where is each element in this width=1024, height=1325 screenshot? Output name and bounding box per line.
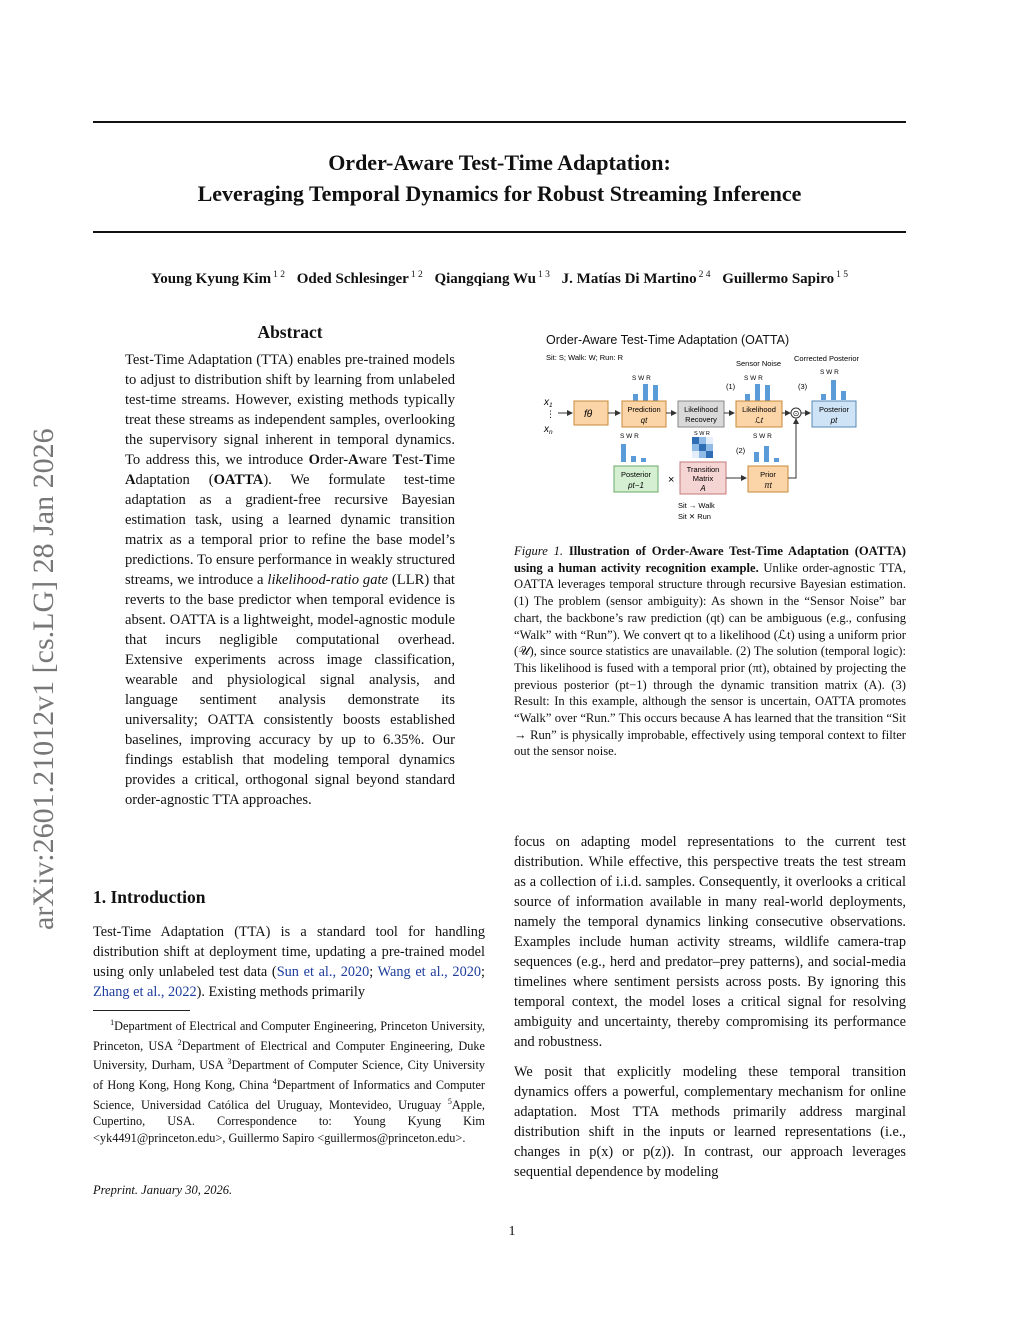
figure-title: Order-Aware Test-Time Adaptation (OATTA) [546,333,790,347]
likelihood-recovery-label-2: Recovery [685,415,717,424]
bar-walk [764,446,769,462]
class-legend: Sit: S; Walk: W; Run: R [546,353,624,362]
odot-symbol: ⊙ [792,409,800,418]
prev-posterior-symbol: pt−1 [628,481,644,490]
svg-text:S W R: S W R [694,431,710,437]
author: Young Kyung Kim $^{1 2}$ [151,270,285,287]
figure-1-caption: Figure 1. Illustration of Order-Aware Test-Time Adaptation (OATTA) using a human activity recognition example. Unlike order-agnostic TTA, OATTA leverages temporal structure through recursive Bayesian estimation. (1) The problem (sensor ambiguity): As shown in the “Sensor Noise” bar chart, the backbone’s raw prediction (qt) can be ambiguous (e.g., confusing “Walk” with “Run”). We convert qt to a likelihood (ℒt) using a uniform prior (𝒰), since source statistics are unavailable. (2) The solution (temporal logic): This likelihood is fused with a temporal prior (πt), obtained by projecting the previous posterior (pt−1) through the dynamic transition matrix (A). (3) Result: In this example, although the sensor is uncertain, OATTA promotes “Walk” over “Run.” This occurs because A has learned that the transition “Sit → Run” is physically improbable, effectively using temporal context to filter out the sensor noise. [514,544,906,759]
citation-link[interactable]: Zhang et al., 2022 [93,984,197,1000]
bar-walk [643,384,648,402]
svg-text:S W R: S W R [632,375,651,382]
prediction-label: Prediction [627,405,661,414]
oatta-diagram-svg [534,328,904,528]
author: Oded Schlesinger $^{1 2}$ [296,270,423,287]
intro-right-column [514,832,906,1192]
paragraph: focus on adapting model representations to the current test distribution. While effective, this perspective treats the test stream as a collection of i.i.d. samples. Consequently, it overlooks a critical source of information available in many real-world deployments, namely the temporal dynamics linking consecutive observations. Examples include human activity streams, wildlife camera-trap sequences (e.g., herd and predator–prey patterns), and social-media timelines where sentiment persists across posts. By ignoring this temporal context, the model loses a critical signal for resolving ambiguity and uncertainty, thereby compromising its performance and robustness. [514,834,906,1050]
author: Guillermo Sapiro $^{1 5}$ [722,270,848,287]
title-line-1: Order-Aware Test-Time Adaptation: [328,150,671,175]
likelihood-label: Likelihood [742,405,776,414]
intro-paragraph: Test-Time Adaptation (TTA) is a standard tool for handling distribution shift at deployment time, updating a pre-trained model using only unlabeled test data (Sun et al., 2020; Wang et al., 2020; Zhang et al., 2022). Existing methods primarily [93,924,485,1000]
likelihood-bar-chart [744,375,770,402]
title-top-rule [93,121,906,123]
figure-1-oatta-diagram [534,328,904,528]
title-line-2: Leveraging Temporal Dynamics for Robust Streaming Inference [197,181,802,206]
author: Qiangqiang Wu $^{1 3}$ [434,270,550,287]
corrected-posterior-label: Corrected Posterior [794,354,860,363]
likelihood-recovery-label-1: Likelihood [684,405,718,414]
step-1-label: (1) [726,382,736,391]
bar-sit [821,394,826,400]
bar-run [841,391,846,400]
multiply-symbol: × [668,474,675,486]
input-xn: $x_n$ [544,424,553,436]
prediction-bar-chart [632,375,658,402]
bar-run [641,458,646,462]
svg-text:S W R: S W R [620,433,639,440]
bar-sit [621,444,626,462]
input-ellipsis: ⋮ [546,409,555,419]
bar-run [774,458,779,462]
affiliation-footnote: $^1$Department of Electrical and Computer Engineering, Princeton University, Princeton, USA $^2$Department of Electrical and Computer Engineering, Duke University, Durham, USA $^3$Department of Computer Science, City University of Hong Kong, Hong Kong, China $^4$Department of Informatics and Computer Science, Universidad Católica del Uruguay, Montevideo, Uruguay $^5$Apple, Cupertino, USA. Correspondence to: Young Kyung Kim <yk4491@princeton.edu>, Guillermo Sapiro <guillermos@princeton.edu>. [93,1018,486,1146]
posterior-symbol: pt [830,416,838,425]
prev-posterior-bar-chart [620,433,646,462]
step-3-label: (3) [798,382,808,391]
paper-title [93,147,906,209]
step-2-label: (2) [736,446,746,455]
bar-walk [755,384,760,402]
prev-posterior-label: Posterior [620,470,652,479]
transition-symbol: A [700,484,706,493]
prior-symbol: πt [764,481,772,490]
prediction-symbol: qt [640,416,648,425]
citation-link[interactable]: Wang et al., 2020 [377,964,482,980]
input-x1: $x_1$ [544,397,553,409]
transition-label-1: Transition [686,465,720,474]
transition-matrix-heatmap [692,431,713,458]
transition-label-2: Matrix [692,474,714,483]
likelihood-symbol: ℒt [755,416,763,425]
arxiv-sidebar-id: arXiv:2601.21012v1 [cs.LG] 28 Jan 2026 [27,428,60,930]
posterior-label: Posterior [818,405,850,414]
bar-run [653,385,658,402]
page-number: 1 [508,1224,516,1239]
encoder-label: fθ [584,409,593,420]
svg-text:S W R: S W R [744,375,763,382]
preprint-note: Preprint. January 30, 2026. [93,1183,233,1197]
bar-walk [831,380,836,400]
author-list [93,265,906,289]
citation-link[interactable]: Sun et al., 2020 [276,964,370,980]
abstract-heading: Abstract [257,322,323,342]
section-heading-introduction: 1. Introduction [93,887,206,907]
prior-bar-chart [753,433,779,462]
abstract-body: Test-Time Adaptation (TTA) enables pre-trained models to adjust to distribution shift by learning from unlabeled test-time streams. However, existing methods typically treat these streams as independent samples, overlooking the supervisory signal inherent in temporal dynamics. To address this, we introduce Order-Aware Test-Time Adaptation (OATTA). We formulate test-time adaptation as a gradient-free recursive Bayesian estimation task, using a learned dynamic transition matrix as a temporal prior to refine the base model’s predictions. To ensure performance in weakly structured streams, we introduce a likelihood-ratio gate (LLR) that reverts to the base predictor when temporal evidence is absent. OATTA is a lightweight, model-agnostic module that incurs negligible computational overhead. Extensive experiments across image classification, wearable and physiological signal analysis, and language sentiment analysis demonstrate its universality; OATTA consistently boosts established baselines, improving accuracy by up to 6.35%. Our findings establish that modeling temporal dynamics provides a critical, orthogonal signal beyond standard order-agnostic TTA approaches. [125,352,455,808]
svg-text:S W R: S W R [753,433,772,440]
title-bottom-rule [93,231,906,233]
sensor-noise-label: Sensor Noise [736,359,782,368]
author: J. Matías Di Martino $^{2 4}$ [561,270,711,287]
corrected-posterior-bar-chart [820,369,846,400]
svg-text:S W R: S W R [820,369,839,376]
bar-sit [754,452,759,462]
footnote-rule [93,1010,190,1011]
sit-run-transition: Sit ✕ Run [678,512,711,521]
sit-walk-transition: Sit → Walk [678,501,715,510]
prior-label: Prior [760,470,776,479]
paragraph: We posit that explicitly modeling these temporal transition dynamics offers a powerful, complementary mechanism for online adaptation. Most TTA methods primarily address marginal distribution shift in the inputs or learned representations (i.e., changes in p(x) or p(z)). In contrast, our approach leverages sequential dependence by modeling [514,1064,906,1180]
bar-run [765,385,770,402]
bar-walk [631,456,636,462]
